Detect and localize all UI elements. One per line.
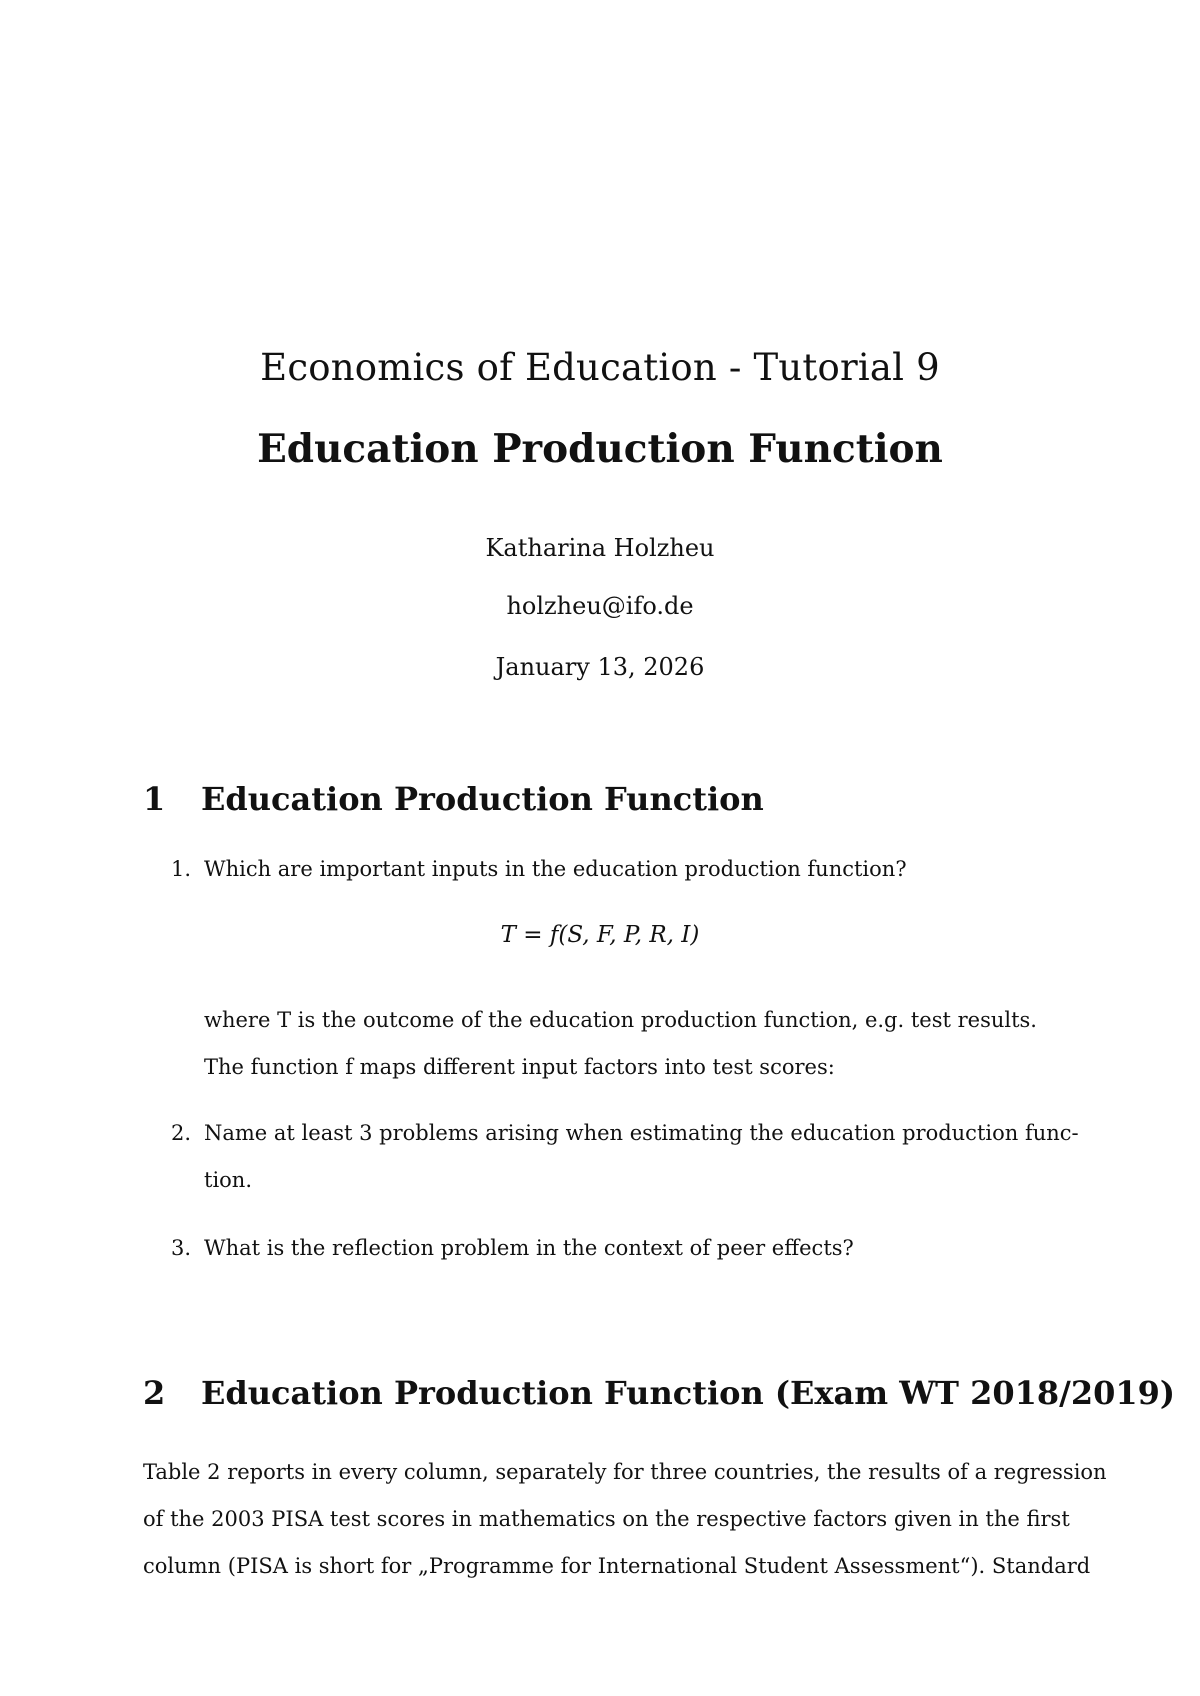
author-name: Katharina Holzheu xyxy=(485,534,715,562)
list-item-3-number: 3. xyxy=(171,1236,192,1260)
equation-explanation-line-1: where T is the outcome of the education production function, e.g. test results. xyxy=(204,1008,1037,1032)
document-title: Education Production Function xyxy=(257,426,943,472)
paragraph-line-3: column (PISA is short for „Programme for International Student Assessment“). Standard xyxy=(143,1554,1091,1578)
section-2-heading xyxy=(143,1374,1175,1412)
section-1-number: 1 xyxy=(143,780,166,818)
paragraph-line-2: of the 2003 PISA test scores in mathematics on the respective factors given in the first xyxy=(143,1507,1070,1531)
list-item-2-number: 2. xyxy=(171,1121,192,1145)
author-email: holzheu@ifo.de xyxy=(506,592,694,620)
equation-explanation-line-2: The function f maps different input factors into test scores: xyxy=(204,1055,835,1079)
section-2-title: Education Production Function (Exam WT 2018/2019) xyxy=(201,1374,1176,1412)
list-item-1-text: Which are important inputs in the education production function? xyxy=(204,857,907,881)
list-item-3-text: What is the reflection problem in the context of peer effects? xyxy=(204,1236,854,1260)
section-1-heading xyxy=(143,780,764,818)
list-item-1-number: 1. xyxy=(171,857,192,881)
production-function-equation: T = f(S, F, P, R, I) xyxy=(500,922,700,948)
section-2-number: 2 xyxy=(143,1374,166,1412)
section-1-title: Education Production Function xyxy=(201,780,764,818)
document-subtitle: Economics of Education - Tutorial 9 xyxy=(260,346,940,389)
paragraph-line-1: Table 2 reports in every column, separately for three countries, the results of a regression xyxy=(143,1460,1107,1484)
list-item-2-text-line-1: Name at least 3 problems arising when estimating the education production func- xyxy=(204,1121,1079,1145)
list-item-2-text-line-2: tion. xyxy=(204,1168,252,1192)
document-date: January 13, 2026 xyxy=(495,653,705,681)
